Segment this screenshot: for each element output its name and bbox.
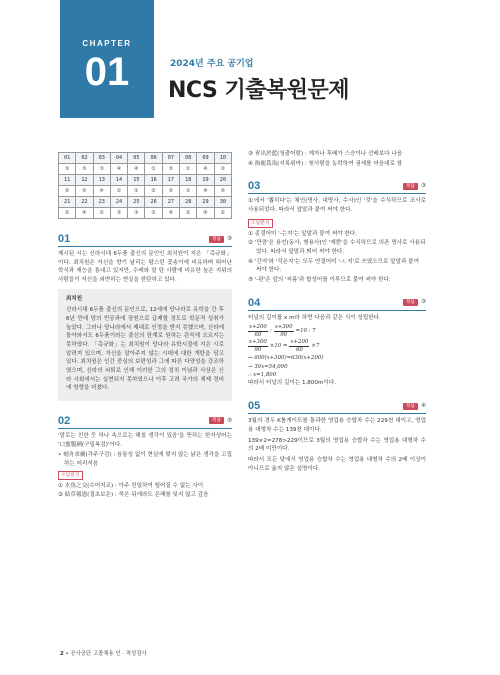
question-03 bbox=[248, 180, 426, 284]
cell: 28 bbox=[180, 197, 197, 208]
cell: ③ bbox=[214, 164, 231, 175]
cell: ④ bbox=[128, 164, 145, 175]
cell: 01 bbox=[59, 153, 76, 164]
question-number: 03 bbox=[248, 180, 261, 193]
cell: 23 bbox=[93, 197, 110, 208]
answer-table-row bbox=[59, 175, 232, 186]
explanation-text: ①에서 '뽑히다'는 체언(명사, 대명사, 수사)인 '것'을 수식하므로 조사로 사용되었다. 따라서 앞말과 붙여 써야 한다. bbox=[248, 198, 426, 214]
answer-table-row bbox=[59, 208, 232, 219]
explanation-text: 3월의 경우 K톨게이트를 통과한 영업용 승합차 수는 229천 대이고, 영업용 대형차 수는 139천 대이다. bbox=[248, 418, 426, 433]
note-text: 신라시대 6두품 출신의 문인으로, 12세에 당나라로 유학을 간 후 6년 만에 당의 빈공과에 장원으로 급제할 정도로 학문적 성취가 높았다. 그러나 당나라에서 제대로 인정을 받지 못했으며, 신라에 돌아와서도 6두품이라는 출신의 한계로 원하는 관직에 오르지는 못하였다. 「촉규화」는 최치원이 당나라 유학시절에 지은 시로 알려져 있으며, 자신을 알아주지 않는 시대에 대한 개탄을 담고 있다. 최치원은 인간 중심의 보편성과 그에 따른 다양성을 강조하였으며, 신라의 쇠퇴로 인해 이러한 그의 정치 이념과 사상은 신라 사회에서는 실현되지 못하였으나 이후 고려 국가의 체제 정비에 영향을 미쳤다. bbox=[66, 307, 224, 392]
cell: 30 bbox=[214, 197, 231, 208]
cell: ③ bbox=[110, 208, 127, 219]
answer-value: ③ bbox=[226, 235, 232, 242]
answer-table-row bbox=[59, 153, 232, 164]
page-number: 2 bbox=[60, 651, 64, 657]
cell: 14 bbox=[110, 175, 127, 186]
list-item: ④ 指鹿爲馬(지록위마) : 윗사람을 농락하여 권세를 마음대로 함 bbox=[248, 160, 403, 167]
fraction: $\frac{x+200}{60}$ bbox=[290, 339, 309, 353]
cell: ④ bbox=[197, 186, 214, 197]
question-header bbox=[248, 180, 426, 194]
question-number: 02 bbox=[58, 414, 71, 427]
cell: 11 bbox=[59, 175, 76, 186]
cell: 06 bbox=[145, 153, 162, 164]
cell: 10 bbox=[214, 153, 231, 164]
cell: ① bbox=[110, 186, 127, 197]
cell: 19 bbox=[197, 175, 214, 186]
cell: 24 bbox=[110, 197, 127, 208]
cell: 29 bbox=[197, 197, 214, 208]
cell: ③ bbox=[59, 164, 76, 175]
left-column bbox=[58, 152, 232, 508]
question-02 bbox=[58, 415, 232, 500]
equation-step: → 30x=54,000 bbox=[248, 363, 288, 370]
cell: ① bbox=[145, 164, 162, 175]
answer-table-row bbox=[59, 186, 232, 197]
answer-badge: 정답 bbox=[209, 417, 224, 424]
cell: ② bbox=[180, 208, 197, 219]
cell: ② bbox=[145, 208, 162, 219]
question-number: 05 bbox=[248, 400, 261, 413]
explanation-text: 터널의 길이를 x m라 하면 다음과 같은 식이 성립한다. bbox=[248, 314, 381, 321]
cell: ⑤ bbox=[76, 164, 93, 175]
answer-indicator bbox=[209, 417, 232, 426]
cell: ④ bbox=[110, 164, 127, 175]
answer-value: ③ bbox=[420, 299, 426, 306]
cell: 13 bbox=[93, 175, 110, 186]
cell: ⑤ bbox=[162, 164, 179, 175]
cell: ② bbox=[59, 186, 76, 197]
cell: ④ bbox=[93, 186, 110, 197]
answer-indicator bbox=[403, 298, 426, 307]
cell: 04 bbox=[110, 153, 127, 164]
answer-table-row bbox=[59, 197, 232, 208]
explanation-text: 139×2=278>229이므로 3월의 영업용 승합차 수는 영업용 대형차 수의 2배 미만이다. bbox=[248, 437, 426, 453]
question-02-continued bbox=[248, 150, 426, 168]
cell: 25 bbox=[128, 197, 145, 208]
cell: ② bbox=[214, 208, 231, 219]
question-header bbox=[58, 415, 232, 429]
cell: ① bbox=[180, 186, 197, 197]
cell: 27 bbox=[162, 197, 179, 208]
explanation-text: 제시된 시는 신라시대 6두품 출신의 문인인 최치원이 지은 「촉규화」이다. 최치원은 자신을 향기 날리는 탐스런 꽃송이에 비유하며 뛰어난 학식과 재능을 통내고 있지만, 수레와 말 탄 사람에 비유한 높은 지위의 사람들이 자신을 외면하는 현실을 한탄하고 있다. bbox=[58, 251, 232, 284]
chapter-number: 01 bbox=[84, 50, 130, 94]
list-item: ⑤ '-판'은 앞의 '씨름'과 합성어를 이루므로 붙여 써야 한다. bbox=[248, 277, 391, 283]
cell: 02 bbox=[76, 153, 93, 164]
cell: ④ bbox=[76, 208, 93, 219]
cell: ④ bbox=[197, 164, 214, 175]
cell: 21 bbox=[59, 197, 76, 208]
cell: 16 bbox=[145, 175, 162, 186]
answer-value: ④ bbox=[420, 402, 426, 409]
answer-value: ③ bbox=[420, 183, 426, 190]
page-footer: 2 • 공사공단 고졸채용 인 · 적성검사 bbox=[60, 651, 147, 657]
page-subtitle: 2024년 주요 공기업 bbox=[170, 59, 254, 69]
cell: 22 bbox=[76, 197, 93, 208]
cell: 20 bbox=[214, 175, 231, 186]
list-item: ① 水魚之交(수어지교) : 아주 친밀하여 떨어질 수 없는 사이 bbox=[58, 482, 204, 489]
question-number: 04 bbox=[248, 296, 261, 309]
footer-text: 공사공단 고졸채용 인 · 적성검사 bbox=[70, 651, 147, 657]
wrong-analysis-tag: 오답분석 bbox=[58, 471, 83, 480]
cell: 08 bbox=[180, 153, 197, 164]
list-item: ① 종결어미 '-는지'는 앞말과 붙여 써야 한다. bbox=[248, 230, 358, 237]
cell: ② bbox=[145, 186, 162, 197]
list-item: ③ 靑出於藍(청출어람) : 제자나 후배가 스승이나 선배보다 나음 bbox=[248, 151, 403, 157]
cell: ② bbox=[59, 208, 76, 219]
chapter-box bbox=[60, 0, 154, 118]
cell: ③ bbox=[128, 208, 145, 219]
cell: ① bbox=[180, 164, 197, 175]
cell: 18 bbox=[180, 175, 197, 186]
cell: ② bbox=[93, 208, 110, 219]
equation-1: $\frac{x+200}{60}$ : $\frac{x+300}{90}$ =10 : 7 bbox=[249, 324, 316, 338]
cell: 26 bbox=[145, 197, 162, 208]
question-01 bbox=[58, 233, 232, 401]
equation-step: ∴ x=1,800 bbox=[248, 372, 277, 379]
cell: 05 bbox=[128, 153, 145, 164]
cell: ④ bbox=[162, 208, 179, 219]
question-number: 01 bbox=[58, 233, 71, 245]
conclusion-text: 따라서 터널의 길이는 1,800m이다. bbox=[248, 380, 337, 387]
question-header bbox=[248, 400, 426, 414]
explanation-text: '말로는 친한 듯 하나 속으로는 해칠 생각이 있음'을 뜻하는 한자성어는 '口蜜腹劍(구밀복검)'이다. bbox=[58, 433, 232, 448]
fraction: $\frac{x+300}{90}$ bbox=[274, 324, 293, 338]
chapter-label: CHAPTER bbox=[82, 39, 132, 48]
cell: 15 bbox=[128, 175, 145, 186]
cell: 07 bbox=[162, 153, 179, 164]
cell: 03 bbox=[93, 153, 110, 164]
right-column bbox=[248, 150, 426, 481]
answer-badge: 정답 bbox=[403, 403, 418, 410]
answer-value: ⑤ bbox=[226, 417, 232, 424]
question-04 bbox=[248, 297, 426, 388]
answer-indicator bbox=[403, 182, 426, 191]
question-header bbox=[248, 297, 426, 311]
question-05 bbox=[248, 400, 426, 473]
fraction: $\frac{x+300}{90}$ bbox=[249, 339, 267, 353]
list-item: ② '만큼'은 용언(동사, 형용사)인 '예쁜'을 수식하므로 의존 명사로 사용되었다. 따라서 앞말과 띄어 써야 한다. bbox=[248, 240, 426, 256]
note-box bbox=[58, 289, 232, 401]
list-item: ② 結草報恩(결초보은) : 죽은 뒤에라도 은혜를 잊지 않고 갚음 bbox=[58, 492, 209, 499]
list-item: ④ '간지'와 '작은지'는 모두 연결어미 '-ㄴ지'로 쓰였으므로 앞말과 붙여 써야 한다. bbox=[248, 258, 419, 274]
page-title: NCS 기출복원문제 bbox=[168, 78, 349, 103]
answer-badge: 정답 bbox=[403, 299, 418, 306]
answer-table bbox=[58, 152, 232, 219]
answer-badge: 정답 bbox=[209, 236, 224, 243]
cell: ④ bbox=[197, 208, 214, 219]
answer-indicator bbox=[403, 402, 426, 411]
question-header bbox=[58, 233, 232, 247]
wrong-analysis-tag: 오답분석 bbox=[248, 219, 273, 228]
equation-step: → 600(x+300)=630(x+200) bbox=[248, 355, 324, 362]
answer-badge: 정답 bbox=[403, 183, 418, 190]
bullet-text: 刻舟求劍(각주구검) : 융통성 없이 현실에 맞지 않는 낡은 생각을 고집하는 어리석음 bbox=[63, 452, 232, 467]
answer-indicator bbox=[209, 235, 232, 244]
answer-table-row bbox=[59, 164, 232, 175]
cell: ⑤ bbox=[76, 186, 93, 197]
fraction: $\frac{x+200}{60}$ bbox=[249, 324, 267, 338]
cell: ⑤ bbox=[214, 186, 231, 197]
cell: 17 bbox=[162, 175, 179, 186]
cell: 12 bbox=[76, 175, 93, 186]
note-title: 최치원 bbox=[66, 295, 83, 302]
cell: 09 bbox=[197, 153, 214, 164]
explanation-text: 따라서 모든 달에서 영업용 승합차 수는 영업용 대형차 수의 2배 이상이 아니므로 옳지 않은 설명이다. bbox=[248, 456, 426, 472]
cell: ① bbox=[128, 186, 145, 197]
cell: ③ bbox=[93, 164, 110, 175]
cell: ② bbox=[162, 186, 179, 197]
bullet-item: • 刻舟求劍(각주구검) : 융통성 없이 현실에 맞지 않는 낡은 생각을 고집하는 어리석음 bbox=[58, 452, 232, 467]
equation-2: $\frac{x+300}{90}$ ×10 = $\frac{x+200}{60}$ ×7 bbox=[249, 339, 320, 353]
